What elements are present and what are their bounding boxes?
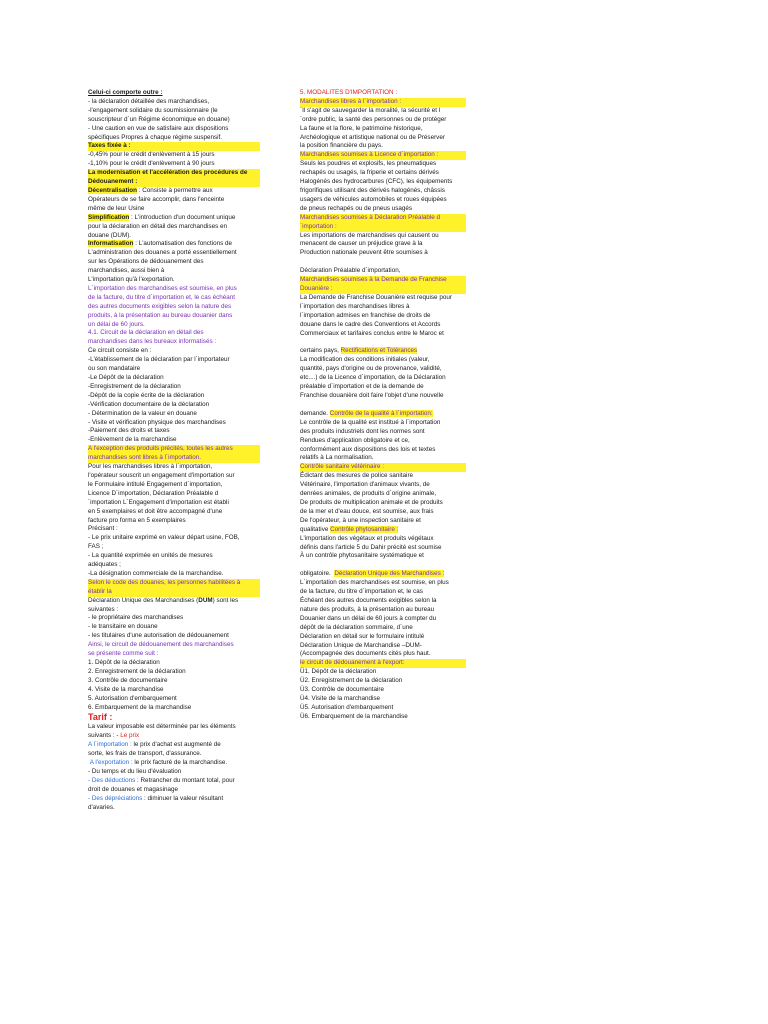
text-line: Douanière :: [300, 285, 466, 294]
text-span: - Des déductions: [88, 776, 136, 784]
text-line: [88, 214, 260, 223]
text-line: définis dans l'article 5 du Dahir précité est soumise: [300, 543, 442, 551]
text-line: Selon le code des douanes, les personnes habilitées à: [88, 579, 260, 588]
text-span: A l´importation :: [88, 741, 132, 749]
text-span: obligatoire.: [300, 570, 335, 578]
text-line: [88, 795, 260, 804]
text-line: -0,45% pour le crédit d'enlèvement à 15 jours: [88, 151, 215, 159]
text-line: marchandises sont libres à l´importation.: [88, 454, 260, 463]
text-line: -Dépôt de la copie écrite de la déclaration: [88, 391, 205, 399]
text-span: : L'introduction d'un document unique: [129, 213, 236, 221]
text-line: Édictant des mesures de police sanitaire: [300, 472, 414, 480]
text-line: Ce circuit consiste en :: [88, 347, 152, 355]
text-line: Vétérinaire, l'importation d'animaux vivants, de: [300, 481, 430, 489]
text-line: -Paiement des droits et taxes: [88, 427, 170, 435]
text-line: marchandises, aussi bien à: [88, 267, 165, 275]
text-span: : L'automatisation des fonctions de: [133, 240, 232, 248]
text-line: - le propriétaire des marchandises: [88, 614, 184, 622]
text-line: spécifiques Propres à chaque régime suspensif.: [88, 133, 223, 141]
text-line: conformément aux dispositions des lois et textes: [300, 445, 436, 453]
text-line: pour la déclaration en détail des marchandises en: [88, 222, 227, 230]
text-line: l´importation admises en franchise de droits de: [300, 311, 431, 319]
text-line: Échéant des autres documents exigibles selon la: [300, 597, 437, 605]
text-line: l´importation des marchandises libres à: [300, 302, 410, 310]
text-line: - Visite et vérification physique des marchandises: [88, 418, 226, 426]
text-line: sorte, les frais de transport, d'assurance.: [88, 750, 202, 758]
text-line: de la facture, du titre d´importation et, le cas échéant: [88, 293, 236, 301]
text-line: suivantes :: [88, 605, 119, 613]
text-line: - le transitaire en douane: [88, 623, 158, 631]
text-line: relatifs à La normalisation.: [300, 454, 374, 462]
text-line: [300, 347, 466, 356]
text-span: le prix d'achat est augmenté de: [131, 741, 221, 749]
text-span: Déclaration Unique des Marchandises :: [334, 570, 445, 578]
text-line: Dédouanement :: [88, 178, 260, 187]
text-span: Contrôle phytosanitaire :: [330, 525, 399, 533]
text-line: -Le Dépôt de la déclaration: [88, 374, 164, 381]
text-span: demande.: [300, 409, 330, 417]
text-line: ´ordre public, la santé des personnes ou de protéger: [300, 115, 447, 123]
text-line: de pneus rechapés ou de pneus usagés: [300, 204, 413, 212]
text-line: Taxes fixée à :: [88, 142, 260, 151]
text-line: denrées animales, de produits d´origine animale,: [300, 490, 437, 498]
text-line: des autres documents exigibles selon la nature des: [88, 302, 232, 310]
text-line: [88, 732, 260, 741]
text-line: [300, 526, 466, 535]
text-span: : Retrancher du montant total, pour: [135, 776, 235, 784]
text-line: Commerciaux et tarifaires conclus entre le Maroc et: [300, 329, 444, 337]
text-line: Marchandises soumises à Déclaration Préalable d: [300, 214, 466, 223]
text-line: Licence D´importation, Déclaration Préalable d: [88, 489, 219, 497]
text-line: Le contrôle de la qualité est institué à l´importation: [300, 418, 441, 426]
text-line: - Détermination de la valeur en douane: [88, 409, 197, 417]
text-line: -Enregistrement de la déclaration: [88, 382, 181, 390]
text-line: de la mer et d'eau douce, est soumise, aux frais: [300, 507, 434, 515]
text-span: le prix facturé de la marchandise.: [132, 759, 228, 767]
text-line: Opérateurs de se faire accomplir, dans l'enceinte: [88, 195, 225, 203]
text-line: des produits industriels dont les normes sont: [300, 427, 425, 435]
text-line: [88, 741, 260, 750]
text-line: menacent de causer un préjudice grave à la: [300, 240, 423, 248]
text-span: Le prix: [120, 732, 140, 740]
text-line: (Accompagnée des documents cités plus haut.: [300, 650, 431, 658]
text-line: Ü4. Visite de la marchandise: [300, 695, 381, 702]
text-line: droit de douanes et magasinage: [88, 785, 178, 793]
text-line: un délai de 60 jours.: [88, 320, 145, 328]
text-line: Halogénés des hydrocarbures (CFC), les équipements: [300, 178, 453, 186]
text-line: -l'engagement solidaire du soumissionnaire (le: [88, 106, 218, 114]
text-line: Ü6. Embarquement de la marchandise: [300, 712, 408, 720]
text-line: L'importation des végétaux et produits végétaux: [300, 534, 434, 542]
text-line: se présente comme suit :: [88, 650, 159, 658]
text-line: 1. Dépôt de la déclaration: [88, 659, 160, 666]
text-line: de la facture, du titre d´importation et, le cas: [300, 588, 423, 596]
text-line: 4. Visite de la marchandise: [88, 685, 164, 693]
text-span: : Consiste à permettre aux: [137, 186, 213, 194]
text-line: L´importation des marchandises est soumise, en plus: [300, 579, 449, 587]
left-column: [88, 89, 260, 813]
text-line: préalable d´importation et de la demande de: [300, 383, 424, 391]
text-line: Douanier dans un délai de 60 jours à compter du: [300, 614, 437, 622]
paragraph-gap: [300, 561, 466, 570]
text-line: douane (DUM).: [88, 231, 132, 239]
text-span: certains pays,: [300, 347, 341, 355]
text-span: Déclaration Unique des Marchandises (: [88, 596, 199, 604]
text-line: 3. Contrôle de documentaire: [88, 676, 168, 684]
text-line: ´importation L´Engagement d'importation est établi: [88, 498, 229, 506]
text-line: l'opérateur souscrit un engagement d'importation sur: [88, 471, 235, 479]
text-line: -1,10% pour le crédit d'enlèvement à 90 jours: [88, 160, 215, 168]
right-column: [300, 89, 466, 722]
text-line: -Enlèvement de la marchandise: [88, 436, 177, 444]
text-line: Seuls les poudres et explosifs, les pneumatiques: [300, 160, 437, 168]
text-span: Informatisation: [88, 240, 134, 248]
text-line: - Du temps et du lieu d'évaluation: [88, 767, 182, 775]
text-line: Les importations de marchandises qui causent ou: [300, 231, 439, 239]
text-line: Franchise douanière doit faire l'objet d'une nouvelle: [300, 392, 444, 399]
text-line: [88, 777, 260, 786]
text-line: 5. Autorisation d'embarquement: [88, 694, 177, 702]
paragraph-gap: [300, 338, 466, 347]
text-line: La modernisation et l'accélération des procédures de: [88, 169, 260, 178]
text-line: La faune et la flore, le patrimoine historique,: [300, 124, 423, 132]
text-line: Déclaration en détail sur le formulaire intitulé: [300, 632, 425, 640]
text-line: Contrôle sanitaire vétérinaire :: [300, 463, 466, 472]
text-line: L'administration des douanes a porté essentiellement: [88, 249, 237, 257]
text-line: - Une caution en vue de satisfaire aux dispositions: [88, 124, 229, 132]
text-line: Déclaration Préalable d´importation,: [300, 267, 401, 275]
text-line: Ainsi, le circuit de dédouanement des marchandises: [88, 641, 234, 649]
text-line: le Formulaire intitulé Engagement d´importation,: [88, 480, 223, 488]
text-line: - Le prix unitaire exprimé en valeur départ usine, FOB,: [88, 534, 240, 542]
text-span: Simplification: [88, 213, 130, 221]
text-span: DUM: [198, 596, 213, 604]
text-line: facture pro forma en 5 exemplaires: [88, 516, 186, 524]
text-line: La valeur imposable est déterminée par les éléments: [88, 723, 236, 731]
text-line: Déclaration Unique de Marchandise –DUM-: [300, 641, 422, 649]
text-line: [88, 597, 260, 606]
text-line: [88, 187, 260, 196]
paragraph-gap: [300, 258, 466, 267]
text-line: ´importation :: [300, 223, 466, 232]
text-line: Marchandises soumises à Licence d´importation :: [300, 151, 466, 160]
text-line: La Demande de Franchise Douanière est requise pour: [300, 293, 452, 301]
text-line: sur les Opérations de dédouanement des: [88, 258, 204, 266]
text-span: Contrôle de la qualité à l´importation:: [329, 409, 433, 417]
text-line: d'avaries.: [88, 803, 115, 811]
text-line: Ü2. Enregistrement de la déclaration: [300, 677, 403, 685]
text-span: - Des dépréciations: [88, 794, 143, 802]
text-line: Marchandises libres à l´importation :: [300, 98, 466, 107]
text-line: A l'exception des produits précités, toutes les autres: [88, 445, 260, 454]
text-line: dépôt de la déclaration sommaire, d´une: [300, 623, 413, 631]
text-line: même de leur Usine: [88, 204, 145, 212]
text-span: Rectifications et Tolérances: [340, 347, 418, 355]
text-span: : diminuer la valeur résultant: [142, 794, 224, 802]
text-span: A l'exportation :: [88, 759, 133, 767]
text-line: - la déclaration détaillée des marchandises,: [88, 97, 210, 105]
text-line: [300, 410, 466, 419]
text-span: suivants : -: [88, 732, 121, 740]
text-line: Celui-ci comporte outre :: [88, 89, 163, 96]
text-line: 6. Embarquement de la marchandise: [88, 703, 192, 711]
text-line: 4.1. Circuit de la déclaration en détail des: [88, 329, 204, 337]
paragraph-gap: [300, 401, 466, 410]
text-line: ou son mandataire: [88, 365, 141, 373]
text-line: le circuit de dédouanement à l'export:: [300, 659, 466, 668]
text-line: Ü1. Dépôt de la déclaration: [300, 668, 377, 676]
text-line: 2. Enregistrement de la déclaration: [88, 667, 186, 675]
text-line: - les titulaires d'une autorisation de dédouanement: [88, 632, 229, 640]
text-line: - La quantité exprimée en unités de mesures: [88, 552, 213, 560]
text-line: Tarif :: [88, 712, 113, 723]
text-line: etc....) de la Licence d´importation, de la Déclaration: [300, 374, 446, 382]
text-line: Archéologique et artistique national ou de Préserver: [300, 133, 445, 141]
text-line: Précisant :: [88, 525, 118, 533]
text-line: souscripteur d´un Régime économique en douane): [88, 115, 230, 123]
text-line: nature des produits, à la présentation au bureau: [300, 605, 435, 613]
text-line: la position financière du pays.: [300, 142, 383, 150]
text-line: marchandises dans les bureaux informatisés :: [88, 338, 217, 346]
text-line: Production nationale peuvent être soumises à: [300, 249, 428, 257]
text-line: Rendues d'application obligatoire et ce,: [300, 436, 410, 444]
text-line: -Vérification documentaire de la déclaration: [88, 400, 210, 408]
text-line: établir la: [88, 588, 260, 597]
text-line: frigorifiques utilisant des dérivés halogénés, châssis: [300, 186, 445, 194]
text-line: 5. MODALITES D'IMPORTATION :: [300, 89, 398, 96]
text-span: Décentralisation: [88, 186, 137, 194]
text-line: FAS ;: [88, 543, 104, 551]
text-line: De l'opérateur, à une inspection sanitaire et: [300, 516, 421, 524]
text-line: [300, 570, 466, 579]
text-line: [88, 240, 260, 249]
text-line: usagers de véhicules automobiles et roues équipées: [300, 195, 447, 203]
text-line: L'importation qu'à l'exportation.: [88, 276, 175, 284]
text-line: [88, 759, 260, 768]
text-line: douane dans le cadre des Conventions et Accords: [300, 320, 441, 328]
text-line: Ü3. Contrôle de documentaire: [300, 686, 385, 694]
text-line: Ü5. Autorisation d'embarquement: [300, 703, 394, 711]
text-line: -La désignation commerciale de la marchandise.: [88, 569, 224, 577]
text-line: Marchandises soumises à la Demande de Franchise: [300, 276, 466, 285]
text-line: La modification des conditions initiales (valeur,: [300, 356, 430, 364]
text-line: ´Il s'agit de sauvegarder la moralité, la sécurité et l: [300, 106, 441, 114]
text-span: qualitative: [300, 525, 331, 533]
text-line: en 5 exemplaires et doit être accompagné d'une: [88, 507, 223, 515]
text-line: produits, à la présentation au bureau douanier dans: [88, 311, 233, 319]
text-line: L´importation des marchandises est soumise, en plus: [88, 284, 237, 292]
text-line: De produits de multiplication animale et de produits: [300, 498, 443, 506]
text-line: À un contrôle phytosanitaire systématique et: [300, 552, 424, 560]
text-line: -L'établissement de la déclaration par l´importateur: [88, 356, 230, 364]
text-line: rechapés ou usagés, la friperie et certains dérivés: [300, 169, 439, 177]
text-span: ) sont les: [212, 596, 239, 604]
text-line: Pour les marchandises libres à l´importation,: [88, 463, 213, 471]
text-line: quantité, pays d'origine ou de provenance, validité,: [300, 365, 442, 373]
text-line: adéquates ;: [88, 561, 121, 569]
